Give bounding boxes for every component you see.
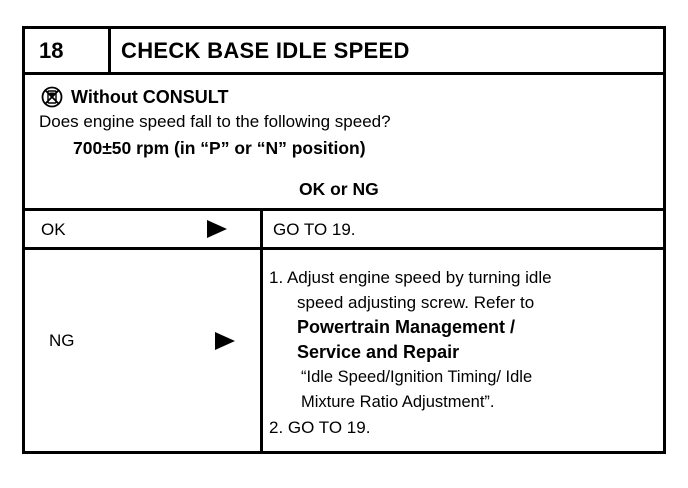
ng-line: Mixture Ratio Adjustment”. [301, 393, 495, 411]
ng-line: 1. Adjust engine speed by turning idle [269, 268, 552, 287]
ng-line: “Idle Speed/Ignition Timing/ Idle [301, 368, 533, 386]
step-title: CHECK BASE IDLE SPEED [121, 38, 410, 63]
ng-line: speed adjusting screw. Refer to [297, 293, 535, 312]
no-consult-icon [41, 86, 63, 108]
ng-label: NG [49, 331, 75, 350]
question-text: Does engine speed fall to the following speed? [39, 112, 391, 131]
column-divider [260, 208, 263, 451]
divider [25, 208, 663, 211]
divider [25, 247, 663, 250]
condition-label: Without CONSULT [71, 86, 229, 107]
divider [25, 72, 663, 75]
right-arrow-icon [215, 332, 235, 350]
ng-line: Powertrain Management / [297, 317, 516, 337]
diagnostic-step-table [22, 26, 666, 454]
ng-action-list [269, 265, 659, 440]
result-prompt: OK or NG [299, 179, 379, 199]
ng-line: 2. GO TO 19. [269, 418, 371, 437]
ok-action: GO TO 19. [273, 220, 356, 239]
speed-spec: 700±50 rpm (in “P” or “N” position) [73, 138, 366, 158]
condition-row [41, 86, 228, 108]
step-number: 18 [25, 29, 111, 72]
ng-line: Service and Repair [297, 342, 460, 362]
right-arrow-icon [207, 220, 227, 238]
ok-label: OK [41, 220, 66, 239]
